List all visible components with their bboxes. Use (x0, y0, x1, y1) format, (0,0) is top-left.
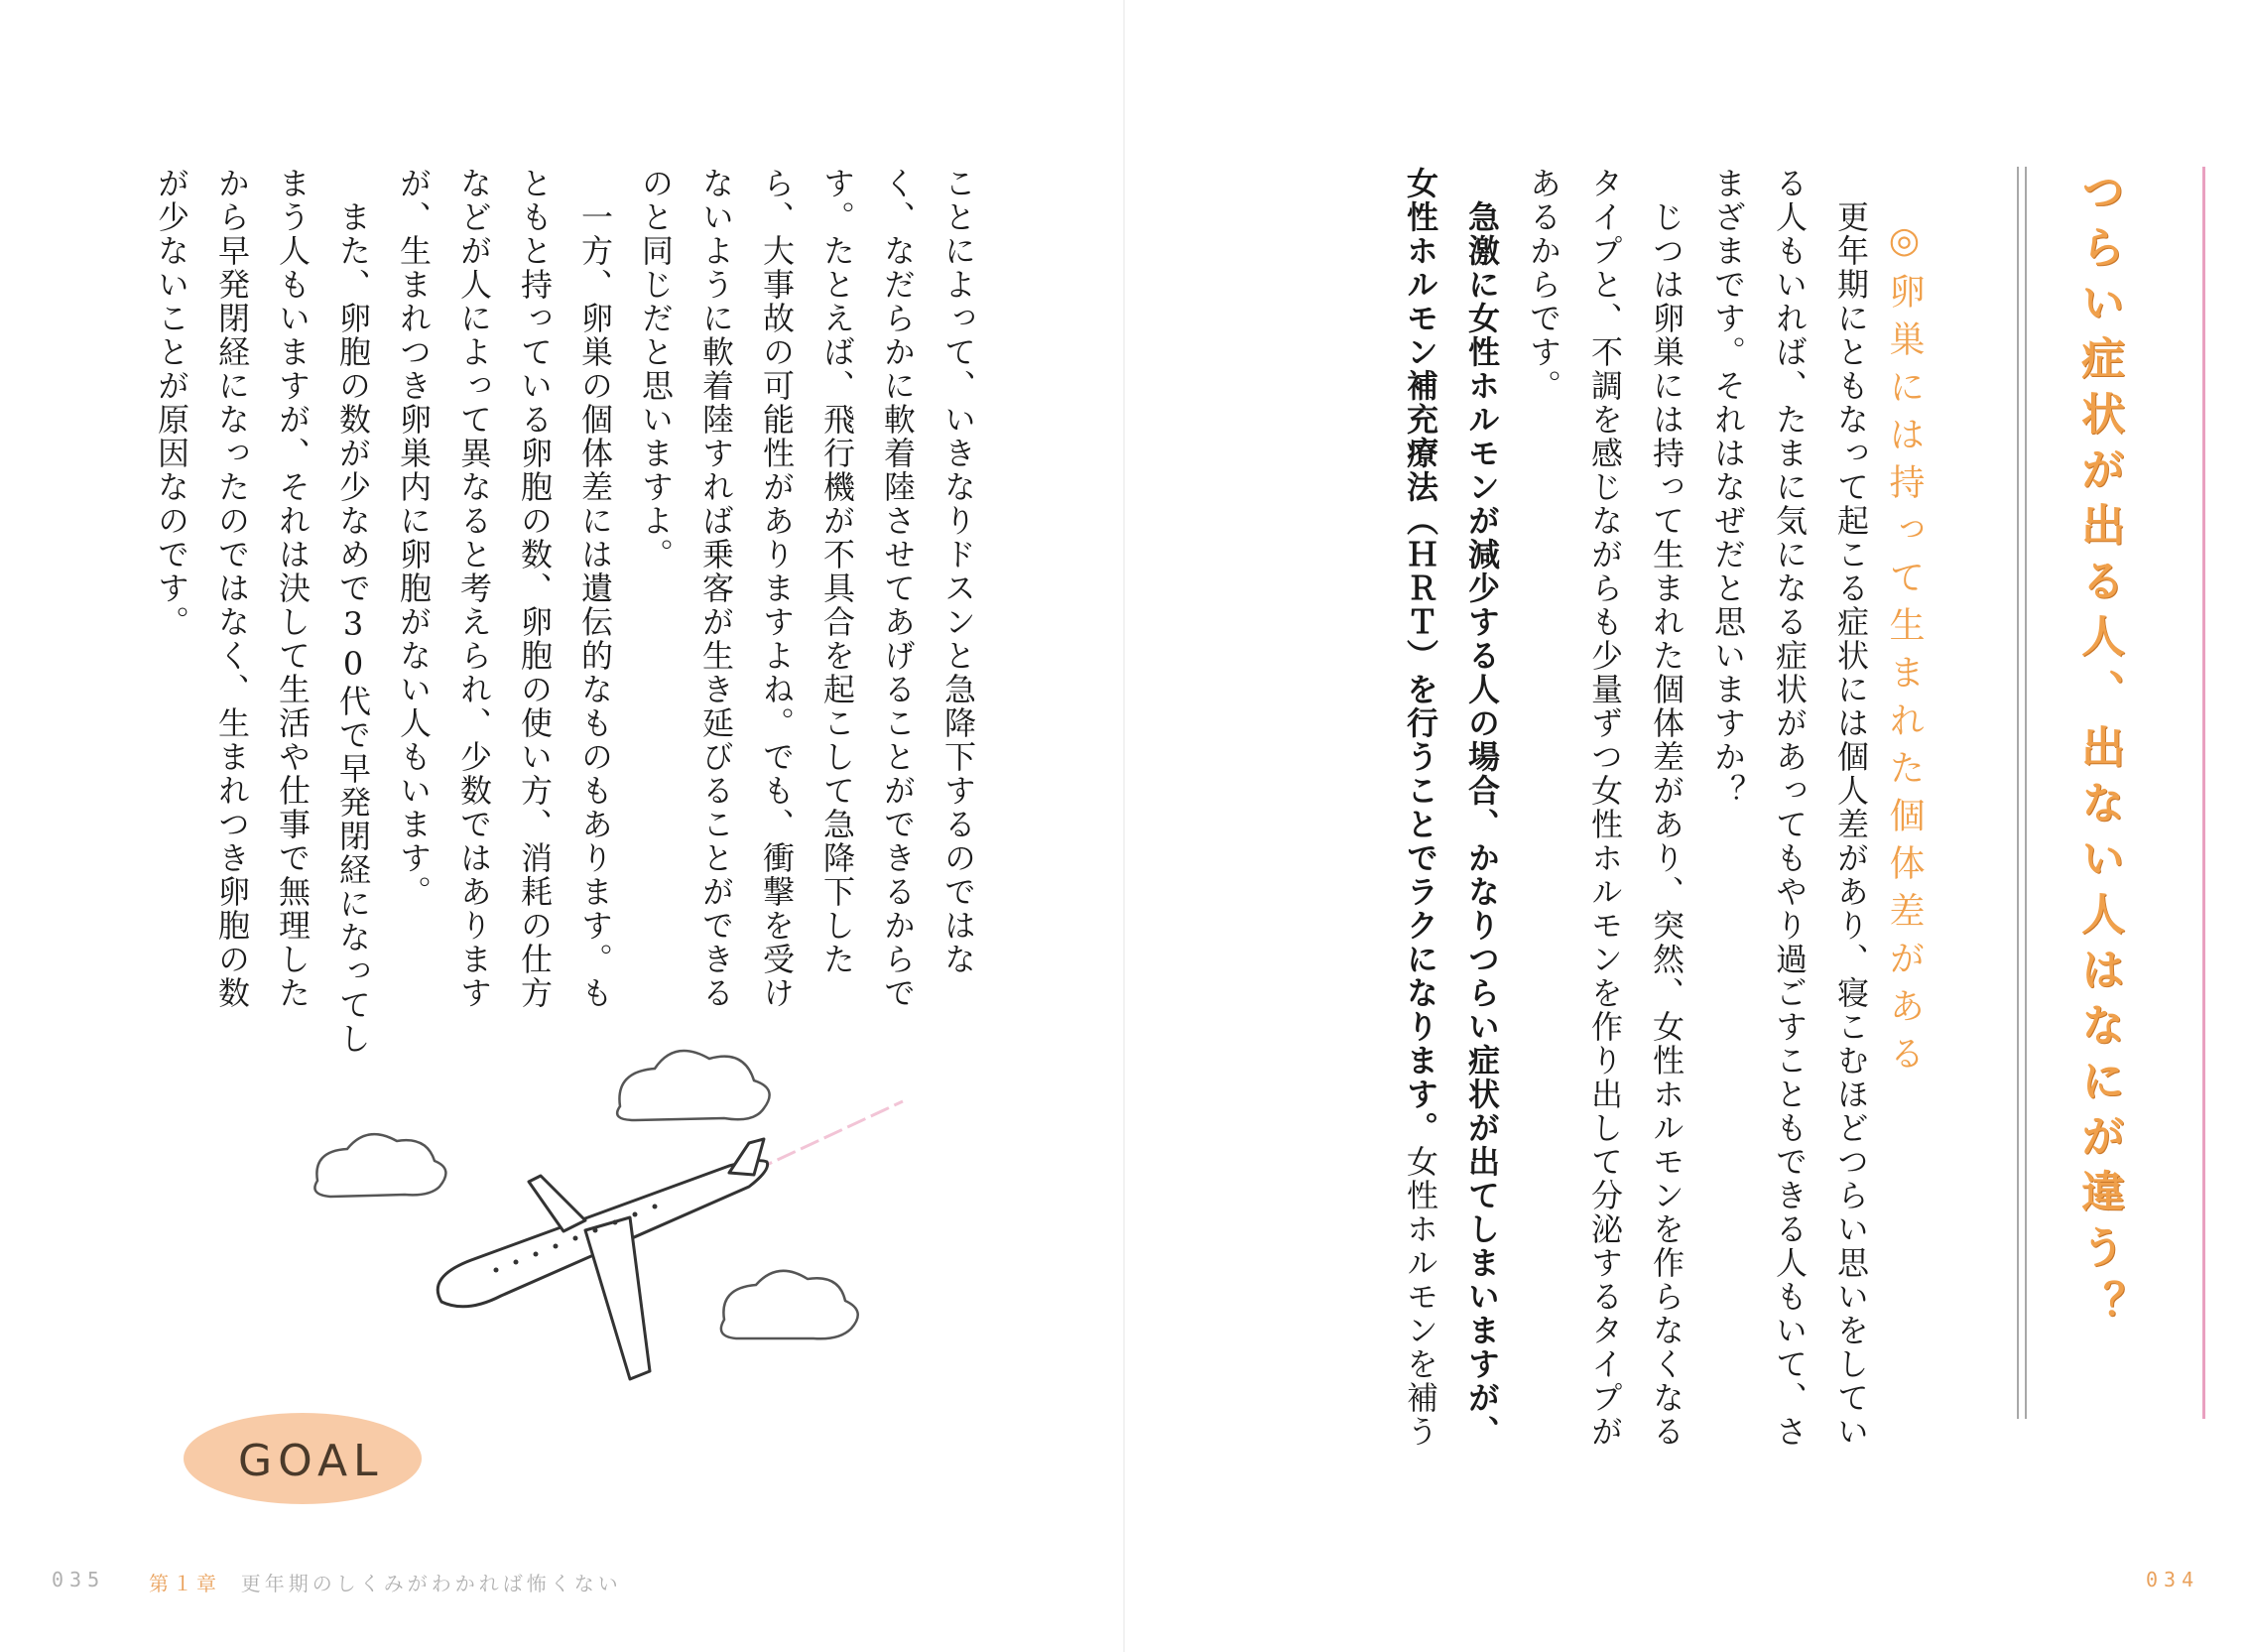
body-column: じつは卵巣には持って生まれた個体差があり、突然、女性ホルモンを作らなくなる (1648, 167, 1686, 1449)
body-column: く、なだらかに軟着陸させてあげることができるからで (879, 167, 917, 1010)
left-page (0, 0, 1124, 1652)
cloud-icon (617, 1051, 769, 1120)
body-column: 更年期にともなって起こる症状には個人差があり、寝こむほどつらい思いをしてい (1832, 167, 1870, 1449)
chapter-section-title: つらい症状が出る人、出ない人はなにが違う？ (2073, 169, 2124, 1335)
airplane-icon (437, 1139, 767, 1379)
title-rule-gray-1 (2025, 167, 2027, 1419)
body-column: が、生まれつき卵巣内に卵胞がない人もいます。 (395, 167, 433, 909)
title-rule-gray-2 (2017, 167, 2019, 1419)
emphasis-text: 女性ホルモン補充療法（ＨＲＴ）を行うことでラクになります。 (1402, 167, 1439, 1145)
column-tail-text: 女性ホルモンを補う (1402, 1145, 1439, 1449)
body-column: 一方、卵巣の個体差には遺伝的なものもあります。も (576, 167, 614, 1010)
title-rule-pink (2202, 167, 2205, 1419)
body-column: また、卵胞の数が少なめで30代で早発閉経になってし (334, 167, 372, 1056)
cloud-icon (314, 1134, 445, 1197)
body-column: まざまです。それはなぜだと思いますか？ (1709, 167, 1747, 808)
running-head-title: 更年期のしくみがわかれば怖くない (240, 1572, 622, 1595)
body-column: ら、大事故の可能性がありますよね。でも、衝撃を受け (758, 167, 796, 1010)
body-column: ないように軟着陸すれば乗客が生き延びることができる (697, 167, 735, 1010)
body-column-emphasis: 急激に女性ホルモンが減少する人の場合、かなりつらい症状が出てしまいますが、 (1463, 167, 1501, 1449)
body-column: まう人もいますが、それは決して生活や仕事で無理した (274, 167, 312, 1010)
body-column: ともと持っている卵胞の数、卵胞の使い方、消耗の仕方 (516, 167, 554, 1010)
body-column: のと同じだと思いますよ。 (637, 167, 675, 572)
body-column: が少ないことが原因なのです。 (153, 167, 190, 639)
right-page (1124, 0, 2249, 1652)
page-number: 035 (52, 1568, 106, 1591)
goal-label: GOAL (238, 1436, 384, 1486)
body-column: から早発閉経になったのではなく、生まれつき卵胞の数 (213, 167, 251, 1010)
body-column: などが人によって異なると考えられ、少数ではあります (455, 167, 493, 1010)
chapter-label: 第１章 (149, 1572, 220, 1595)
body-column: る人もいれば、たまに気になる症状があってもやり過ごすこともできる人もいて、さ (1771, 167, 1809, 1449)
airplane-illustration (169, 1032, 942, 1568)
body-column-mixed (1390, 167, 1451, 1476)
body-column: タイプと、不調を感じながらも少量ずつ女性ホルモンを作り出して分泌するタイプが (1586, 167, 1624, 1449)
body-column: す。たとえば、飛行機が不具合を起こして急降下した (818, 167, 856, 976)
cloud-icon (721, 1271, 858, 1338)
page-number: 034 (2146, 1568, 2200, 1591)
body-column: あるからです。 (1525, 167, 1562, 403)
body-column: ことによって、いきなりドスンと急降下するのではな (939, 167, 977, 976)
section-subtitle: ◎卵巣には持って生まれた個体差がある (1884, 220, 1925, 1082)
running-head (149, 1568, 622, 1596)
contrail-line (754, 1101, 903, 1171)
